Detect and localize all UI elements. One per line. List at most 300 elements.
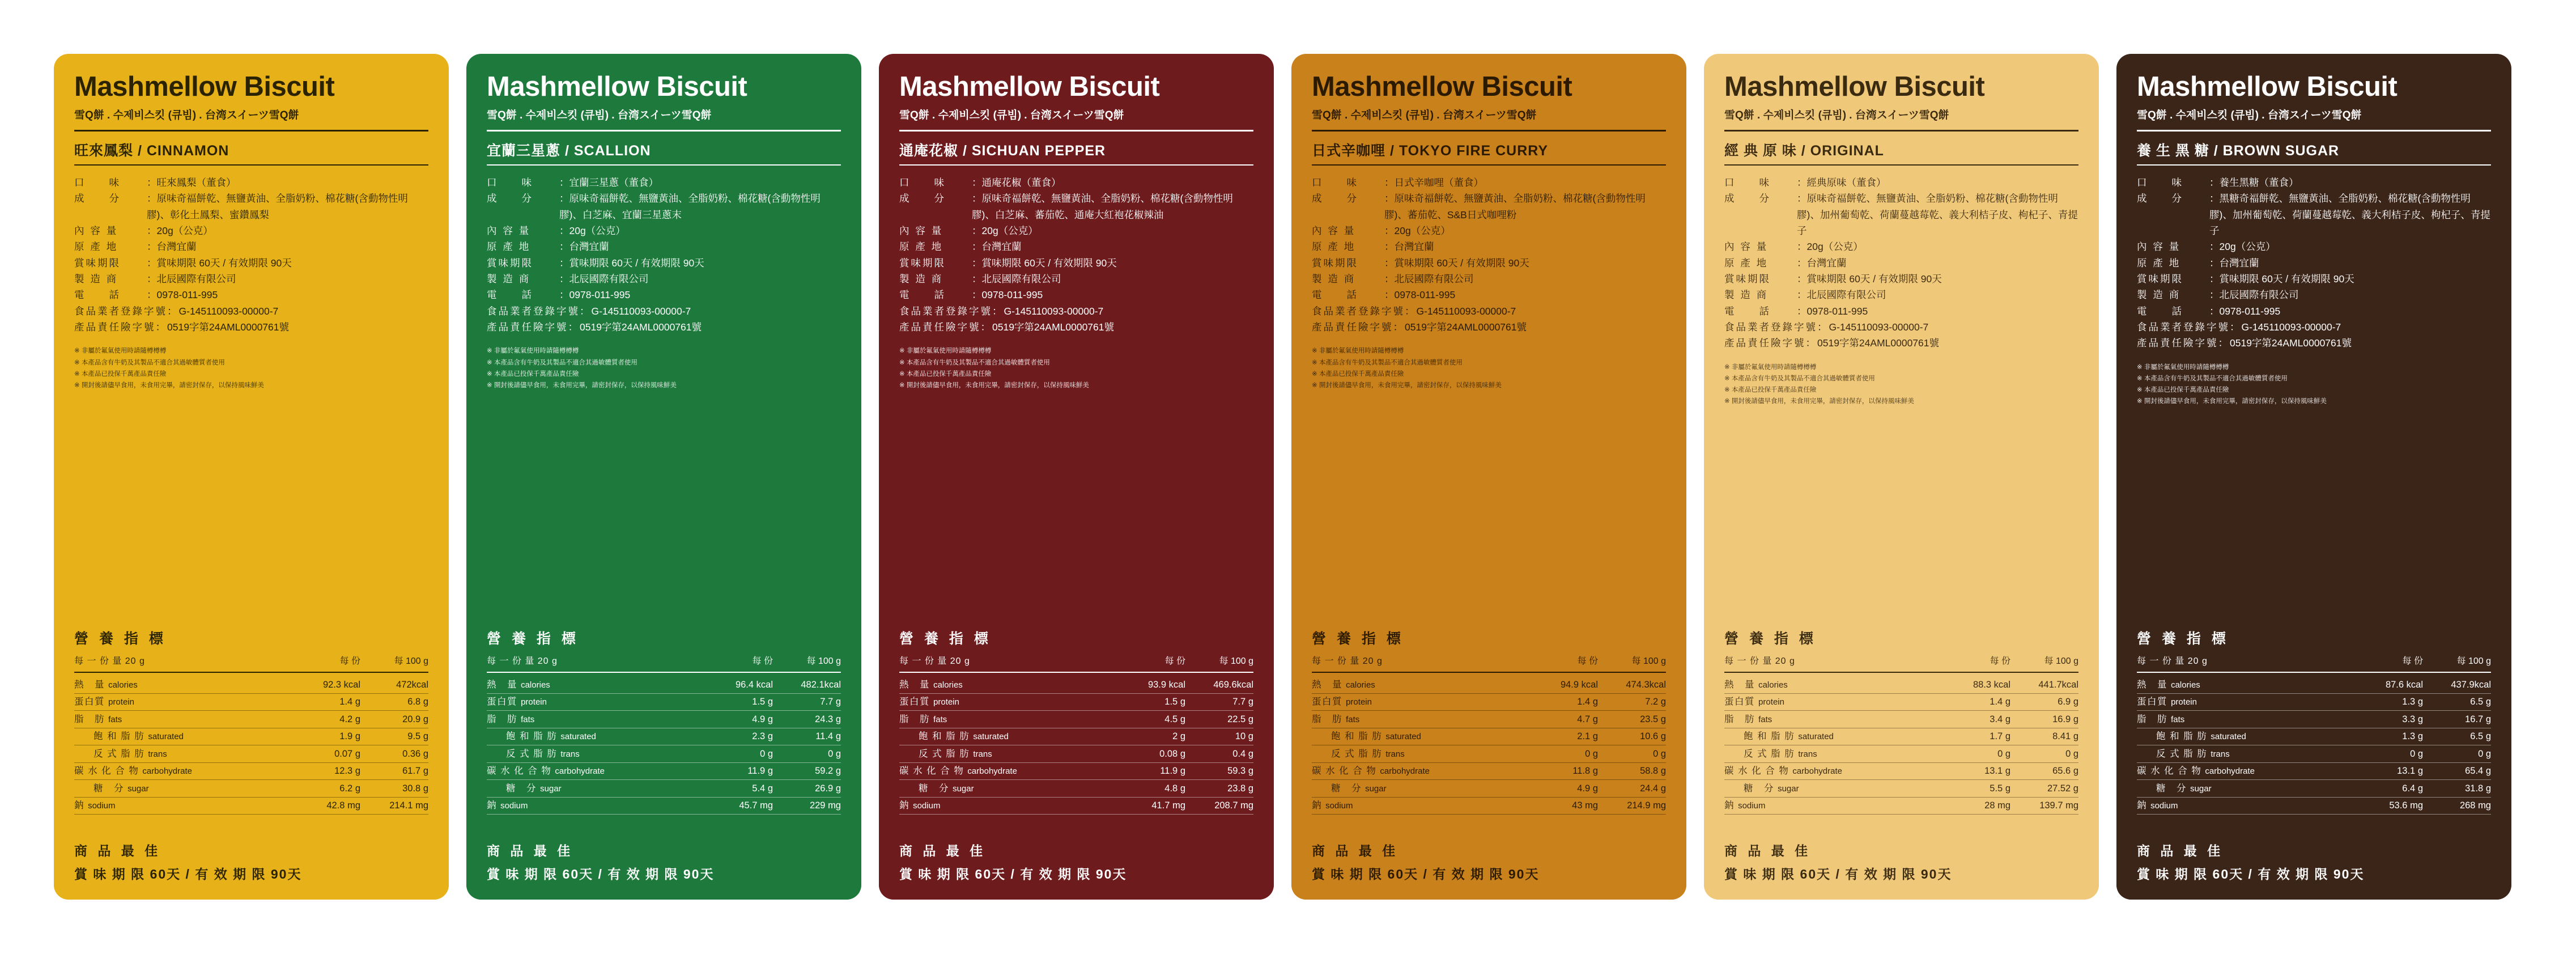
spec-line [487,319,841,335]
spec-line [2137,303,2491,319]
nutrient-per-100g: 268 mg [2459,800,2491,811]
nutrient-per-100g: 24.4 g [1640,783,1666,794]
divider [1312,672,1666,673]
nutrition-row [487,694,841,711]
spec-key: 電 話 [2137,305,2183,317]
nutrient-per-serving: 1.4 g [339,697,360,707]
nutrient-per-100g: 8.41 g [2052,731,2078,741]
footer-line-2: 賞 味 期 限 60天 / 有 效 期 限 90天 [1312,867,1540,881]
divider [1312,164,1666,166]
nutrition-row [2137,798,2491,815]
nutrient-name-en: sodium [1738,801,1766,811]
divider [2137,710,2491,711]
divider [487,710,841,711]
nutrient-name-en: protein [521,697,547,707]
nutrient-per-serving: 1.9 g [339,731,360,741]
nutrient-name-en: sugar [2190,783,2212,794]
nutrient-per-100g: 26.9 g [815,783,841,794]
spec-line [487,239,841,255]
per-100g-col-label: 每 100 g [806,656,841,666]
nutrition-row [2137,728,2491,745]
flavor-title: 通庵花椒 / SICHUAN PEPPER [899,143,1106,159]
divider [2137,779,2491,780]
spec-value: G-145110093-00000-7 [178,305,279,317]
nutrient-name: 飽 和 脂 肪 saturated [93,731,184,741]
spec-line [1724,271,2078,287]
nutrition-row [2137,694,2491,711]
nutrient-per-100g: 11.4 g [815,731,841,741]
spec-value: ：原味奇福餅乾、無鹽黃油、全脂奶粉、棉花糖(含動物性明膠)、彰化土鳳梨、蜜鑽鳳梨 [147,193,408,221]
spec-value: ：原味奇福餅乾、無鹽黃油、全脂奶粉、棉花糖(含動物性明膠)、白芝麻、蕃茄乾、通庵大紅袍花椒辣油 [972,193,1233,221]
spec-line [899,255,1253,271]
spec-line [899,319,1253,335]
footer-block [1704,828,2099,900]
spec-value: ：20g（公克） [2209,241,2276,253]
divider [1724,762,2078,763]
divider [1312,762,1666,763]
nutrition-title: 營 養 指 標 [74,631,167,647]
nutrient-name: 鈉 sodium [1312,800,1353,811]
spec-key: 產品責任險字號： [487,321,580,333]
nutrient-name-en: saturated [2211,732,2246,741]
spec-key: 內 容 量 [1312,225,1356,237]
nutrient-name: 熱 量 calories [899,679,963,690]
nutrient-name: 熱 量 calories [487,679,550,690]
spec-line [2137,190,2491,239]
divider [1312,710,1666,711]
nutrient-name: 鈉 sodium [1724,800,1766,811]
nutrient-name: 糖 分 sugar [1331,783,1387,794]
spec-line [74,303,428,319]
footer-line-1: 商 品 最 佳 [74,843,161,858]
spec-key: 食品業者登錄字號： [1724,321,1829,333]
disclaimer-line: ※ 非屬於氟氣使用時請隨樽樽樽 [74,347,167,355]
nutrient-name: 碳 水 化 合 物 carbohydrate [1724,766,1842,776]
spec-line [1312,303,1666,319]
spec-value: ：台灣宜蘭 [2209,257,2259,269]
divider [2137,797,2491,798]
nutrient-name: 蛋白質 protein [1724,697,1784,707]
disclaimer-line: ※ 本產品已投保千萬產品責任險 [1724,387,1817,394]
spec-key: 產品責任險字號： [2137,337,2230,349]
nutrient-name-en: sodium [88,801,116,811]
spec-line [2137,271,2491,287]
flavor-title: 旺來鳳梨 / CINNAMON [74,143,229,159]
spec-key: 口 味 [1312,177,1358,188]
nutrient-per-serving: 94.9 kcal [1560,679,1598,690]
nutrient-per-serving: 0 g [2410,748,2423,759]
footer-block [466,828,861,900]
brand-title: Mashmellow Biscuit [74,71,335,102]
disclaimer-line: ※ 本產品含有牛奶及其製品不適合其過敏體質者使用 [487,359,637,366]
nutrient-per-100g: 208.7 mg [1214,800,1253,811]
nutrition-header [2137,654,2491,669]
nutrient-name-en: trans [148,749,167,759]
nutrient-per-serving: 5.5 g [1990,783,2010,794]
nutrient-per-100g: 441.7kcal [2038,679,2078,690]
divider [899,797,1253,798]
spec-line [1724,287,2078,303]
nutrition-row [74,694,428,711]
spec-value: ：0978-011-995 [972,289,1043,301]
footer-block [2116,828,2511,900]
nutrition-row [74,676,428,693]
nutrient-per-100g: 16.9 g [2052,714,2078,724]
nutrient-per-serving: 28 mg [1984,800,2010,811]
nutrition-row [1724,780,2078,797]
nutrient-name-en: sodium [913,801,941,811]
nutrient-name-en: carbohydrate [142,766,192,776]
per-100g-col-label: 每 100 g [1631,656,1666,666]
spec-key: 製 造 商 [487,273,531,285]
brand-title: Mashmellow Biscuit [1312,71,1572,102]
nutrient-per-serving: 1.7 g [1990,731,2010,741]
nutrient-name-en: calories [1758,680,1788,690]
nutrient-per-100g: 482.1kcal [801,679,841,690]
disclaimer-notes [899,345,1253,391]
disclaimer-line: ※ 本產品含有牛奶及其製品不適合其過敏體質者使用 [2137,375,2288,382]
nutrient-name-en: saturated [148,732,184,741]
spec-line [487,190,841,223]
disclaimer-line: ※ 本產品已投保千萬產品責任險 [74,370,167,378]
disclaimer-line: ※ 本產品已投保千萬產品責任險 [1312,370,1404,378]
nutrient-per-serving: 1.4 g [1577,697,1598,707]
nutrition-row [1724,798,2078,815]
spec-key: 食品業者登錄字號： [1312,305,1417,317]
nutrient-name-en: trans [2211,749,2230,759]
spec-line [1724,303,2078,319]
spec-line [2137,255,2491,271]
nutrition-row [1312,711,1666,728]
brand-subtitle: 雪Q餅 . 수제비스킷 (큐빔) . 台湾スイーツ雪Q餅 [74,109,299,121]
nutrition-title: 營 養 指 標 [1724,631,1817,647]
disclaimer-line: ※ 非屬於氟氣使用時請隨樽樽樽 [1724,363,1817,371]
brand-title: Mashmellow Biscuit [1724,71,1985,102]
divider [1724,672,2078,673]
spec-key: 電 話 [74,289,121,301]
spec-line [487,175,841,190]
nutrition-row [899,694,1253,711]
nutrition-row [487,745,841,762]
nutrient-name: 飽 和 脂 肪 saturated [1331,731,1421,741]
nutrition-title: 營 養 指 標 [487,631,579,647]
spec-line [899,190,1253,223]
divider [2137,762,2491,763]
nutrient-per-100g: 139.7 mg [2039,800,2078,811]
divider [1312,814,1666,815]
spec-line [2137,239,2491,255]
nutrient-name: 脂 肪 fats [487,714,535,724]
nutrient-name-en: calories [1346,680,1375,690]
nutrition-row [899,728,1253,745]
nutrient-per-serving: 11.9 g [1160,766,1185,776]
disclaimer-notes [74,345,428,391]
footer-block [879,828,1274,900]
disclaimer-line: ※ 本產品已投保千萬產品責任險 [2137,387,2229,394]
nutrition-row [74,763,428,780]
spec-line [487,303,841,319]
nutrient-name: 飽 和 脂 肪 saturated [506,731,596,741]
nutrient-per-100g: 472kcal [396,679,428,690]
nutrient-per-100g: 229 mg [809,800,841,811]
brand-title: Mashmellow Biscuit [487,71,747,102]
spec-key: 賞味期限 [1724,273,1771,285]
spec-key: 電 話 [1312,289,1358,301]
spec-value: ：賞味期限 60天 / 有效期限 90天 [559,257,704,269]
product-label-card [54,54,449,900]
nutrition-row [899,763,1253,780]
spec-line [899,175,1253,190]
nutrient-per-100g: 6.5 g [2470,731,2491,741]
divider [899,164,1253,166]
spec-line [74,271,428,287]
nutrient-name: 鈉 sodium [487,800,528,811]
nutrient-per-100g: 474.3kcal [1626,679,1666,690]
spec-value: ：台灣宜蘭 [1797,257,1847,269]
nutrient-name-en: fats [2171,714,2185,724]
nutrient-per-serving: 4.5 g [1164,714,1185,724]
spec-line [899,303,1253,319]
nutrient-per-100g: 59.2 g [815,766,841,776]
nutrition-row [1724,728,2078,745]
footer-line-1: 商 品 最 佳 [1724,843,1812,858]
spec-key: 內 容 量 [2137,241,2181,253]
footer-line-1: 商 品 最 佳 [2137,843,2224,858]
spec-value: G-145110093-00000-7 [1416,305,1516,317]
spec-value: ：北辰國際有限公司 [559,273,649,285]
divider [899,672,1253,673]
nutrient-name-en: carbohydrate [555,766,605,776]
disclaimer-notes [487,345,841,391]
brand-title: Mashmellow Biscuit [2137,71,2398,102]
disclaimer-line: ※ 本產品含有牛奶及其製品不適合其過敏體質者使用 [1312,359,1463,366]
nutrient-per-serving: 5.4 g [752,783,773,794]
nutrient-per-serving: 4.7 g [1577,714,1598,724]
nutrient-name-en: fats [521,714,535,724]
spec-value: ：經典原味（董食） [1797,177,1886,188]
nutrient-per-serving: 3.4 g [1990,714,2010,724]
nutrient-name-en: fats [1758,714,1772,724]
disclaimer-line: ※ 開封後請儘早食用，未食用完畢，請密封保存，以保持風味鮮美 [1724,398,1914,405]
nutrient-per-serving: 13.1 g [1984,766,2010,776]
divider [1724,130,2078,132]
spec-key: 賞味期限 [899,257,946,269]
nutrient-per-100g: 214.9 mg [1627,800,1666,811]
divider [1724,693,2078,694]
nutrient-per-100g: 0.36 g [402,748,428,759]
spec-key: 電 話 [487,289,533,301]
nutrient-per-100g: 469.6kcal [1213,679,1253,690]
divider [1724,797,2078,798]
serving-size-label: 每 一 份 量 20 g [74,656,145,666]
nutrient-name-en: sugar [953,783,974,794]
spec-line [74,239,428,255]
nutrient-per-serving: 6.2 g [339,783,360,794]
spec-key: 食品業者登錄字號： [74,305,179,317]
spec-value: ：20g（公克） [972,225,1038,237]
nutrition-row [899,745,1253,762]
nutrient-name: 蛋白質 protein [2137,697,2197,707]
spec-line [899,223,1253,239]
spec-key: 產品責任險字號： [74,321,167,333]
spec-key: 口 味 [1724,177,1771,188]
spec-value: ：賞味期限 60天 / 有效期限 90天 [1797,273,1942,285]
per-100g-col-label: 每 100 g [2044,656,2078,666]
nutrient-name: 蛋白質 protein [74,697,134,707]
nutrient-name: 飽 和 脂 肪 saturated [2156,731,2246,741]
divider [74,814,428,815]
spec-key: 食品業者登錄字號： [487,305,592,317]
nutrient-per-serving: 42.8 mg [326,800,360,811]
nutrition-row [1724,711,2078,728]
spec-list [487,175,841,335]
nutrient-name-en: protein [2171,697,2197,707]
divider [2137,693,2491,694]
nutrition-row [2137,711,2491,728]
per-serving-col-label: 每 份 [1990,656,2010,666]
spec-line [74,223,428,239]
nutrition-row [1312,676,1666,693]
nutrient-per-serving: 11.9 g [747,766,773,776]
nutrient-name: 反 式 脂 肪 trans [93,748,167,759]
footer-line-1: 商 品 最 佳 [1312,843,1399,858]
nutrient-name-en: calories [521,680,550,690]
spec-value: ：台灣宜蘭 [972,241,1022,253]
nutrition-header [74,654,428,669]
spec-line [2137,335,2491,351]
spec-line [2137,319,2491,335]
footer-block [1291,828,1686,900]
nutrient-name-en: trans [560,749,580,759]
nutrient-name-en: sodium [1325,801,1353,811]
spec-key: 食品業者登錄字號： [899,305,1004,317]
nutrition-title: 營 養 指 標 [2137,631,2229,647]
nutrition-row [487,798,841,815]
spec-key: 製 造 商 [74,273,118,285]
spec-key: 製 造 商 [1724,289,1769,301]
nutrient-name: 碳 水 化 合 物 carbohydrate [2137,766,2255,776]
spec-value: ：原味奇福餅乾、無鹽黃油、全脂奶粉、棉花糖(含動物性明膠)、加州葡萄乾、荷蘭蔓越莓乾、義大利桔子皮、枸杞子、青提子 [1797,193,2078,237]
spec-key: 製 造 商 [1312,273,1356,285]
nutrition-row [899,711,1253,728]
nutrient-name: 碳 水 化 合 物 carbohydrate [1312,766,1430,776]
nutrient-name: 鈉 sodium [2137,800,2178,811]
nutrition-row [899,676,1253,693]
nutrient-name-en: protein [933,697,959,707]
spec-value: ：北辰國際有限公司 [972,273,1061,285]
spec-value: ：台灣宜蘭 [559,241,609,253]
nutrition-row [74,798,428,815]
divider [2137,164,2491,166]
nutrition-row [1724,694,2078,711]
spec-key: 成 分 [74,193,121,205]
divider [899,762,1253,763]
nutrient-name: 糖 分 sugar [919,783,974,794]
per-100g-col-label: 每 100 g [394,656,428,666]
spec-value: ：原味奇福餅乾、無鹽黃油、全脂奶粉、棉花糖(含動物性明膠)、白芝麻、宜蘭三星蔥末 [559,193,821,221]
spec-key: 成 分 [1724,193,1771,205]
serving-size-label: 每 一 份 量 20 g [487,656,558,666]
spec-line [487,287,841,303]
brand-subtitle: 雪Q餅 . 수제비스킷 (큐빔) . 台湾スイーツ雪Q餅 [899,109,1124,121]
nutrient-name-en: protein [108,697,134,707]
nutrient-per-100g: 7.7 g [1232,697,1253,707]
divider [74,693,428,694]
spec-line [1724,319,2078,335]
spec-list [899,175,1253,335]
nutrient-name: 蛋白質 protein [1312,697,1372,707]
spec-list [1724,175,2078,351]
nutrient-name: 飽 和 脂 肪 saturated [919,731,1009,741]
brand-subtitle: 雪Q餅 . 수제비스킷 (큐빔) . 台湾スイーツ雪Q餅 [2137,109,2362,121]
nutrient-per-100g: 23.5 g [1640,714,1666,724]
nutrient-per-100g: 214.1 mg [389,800,428,811]
nutrient-per-100g: 9.5 g [407,731,428,741]
spec-line [1312,239,1666,255]
footer-line-2: 賞 味 期 限 60天 / 有 效 期 限 90天 [899,867,1127,881]
spec-value: ：原味奇福餅乾、無鹽黃油、全脂奶粉、棉花糖(含動物性明膠)、蕃茄乾、S&B日式咖哩粉 [1384,193,1646,221]
nutrient-name-en: sugar [127,783,149,794]
spec-key: 產品責任險字號： [1312,321,1405,333]
spec-line [1312,255,1666,271]
disclaimer-line: ※ 開封後請儘早食用，未食用完畢，請密封保存，以保持風味鮮美 [2137,398,2327,405]
spec-key: 賞味期限 [74,257,121,269]
spec-line [899,239,1253,255]
nutrient-per-serving: 2.3 g [752,731,773,741]
nutrition-panel [899,627,1253,815]
nutrient-name: 熱 量 calories [74,679,138,690]
divider [2137,130,2491,132]
disclaimer-line: ※ 本產品含有牛奶及其製品不適合其過敏體質者使用 [1724,375,1875,382]
spec-key: 賞味期限 [1312,257,1358,269]
spec-list [74,175,428,335]
spec-value: 0519字第24AML0000761號 [992,321,1115,333]
spec-line [1724,255,2078,271]
nutrient-name-en: calories [933,680,963,690]
spec-value: ：0978-011-995 [2209,305,2281,317]
nutrient-per-100g: 7.2 g [1645,697,1666,707]
nutrition-row [1724,763,2078,780]
spec-line [1724,335,2078,351]
nutrition-row [2137,745,2491,762]
nutrient-per-100g: 0 g [2065,748,2078,759]
nutrient-per-100g: 437.9kcal [2451,679,2491,690]
nutrition-title: 營 養 指 標 [899,631,992,647]
spec-key: 口 味 [487,177,533,188]
nutrient-per-serving: 4.9 g [1577,783,1598,794]
spec-line [1312,319,1666,335]
footer-line-2: 賞 味 期 限 60天 / 有 效 期 限 90天 [1724,867,1952,881]
label-row [54,54,2511,900]
brand-subtitle: 雪Q餅 . 수제비스킷 (큐빔) . 台湾スイーツ雪Q餅 [1312,109,1537,121]
nutrition-panel [1724,627,2078,815]
spec-value: G-145110093-00000-7 [591,305,691,317]
nutrient-per-serving: 88.3 kcal [1973,679,2010,690]
divider [487,164,841,166]
nutrient-per-100g: 0 g [1653,748,1666,759]
nutrient-name: 反 式 脂 肪 trans [2156,748,2230,759]
nutrition-row [2137,780,2491,797]
spec-value: ：北辰國際有限公司 [1797,289,1886,301]
spec-line [74,175,428,190]
divider [74,164,428,166]
spec-value: G-145110093-00000-7 [1004,305,1104,317]
nutrient-name: 脂 肪 fats [899,714,947,724]
spec-value: ：北辰國際有限公司 [147,273,236,285]
divider [74,779,428,780]
nutrient-name-en: calories [2171,680,2200,690]
disclaimer-line: ※ 開封後請儘早食用，未食用完畢，請密封保存，以保持風味鮮美 [487,381,677,389]
